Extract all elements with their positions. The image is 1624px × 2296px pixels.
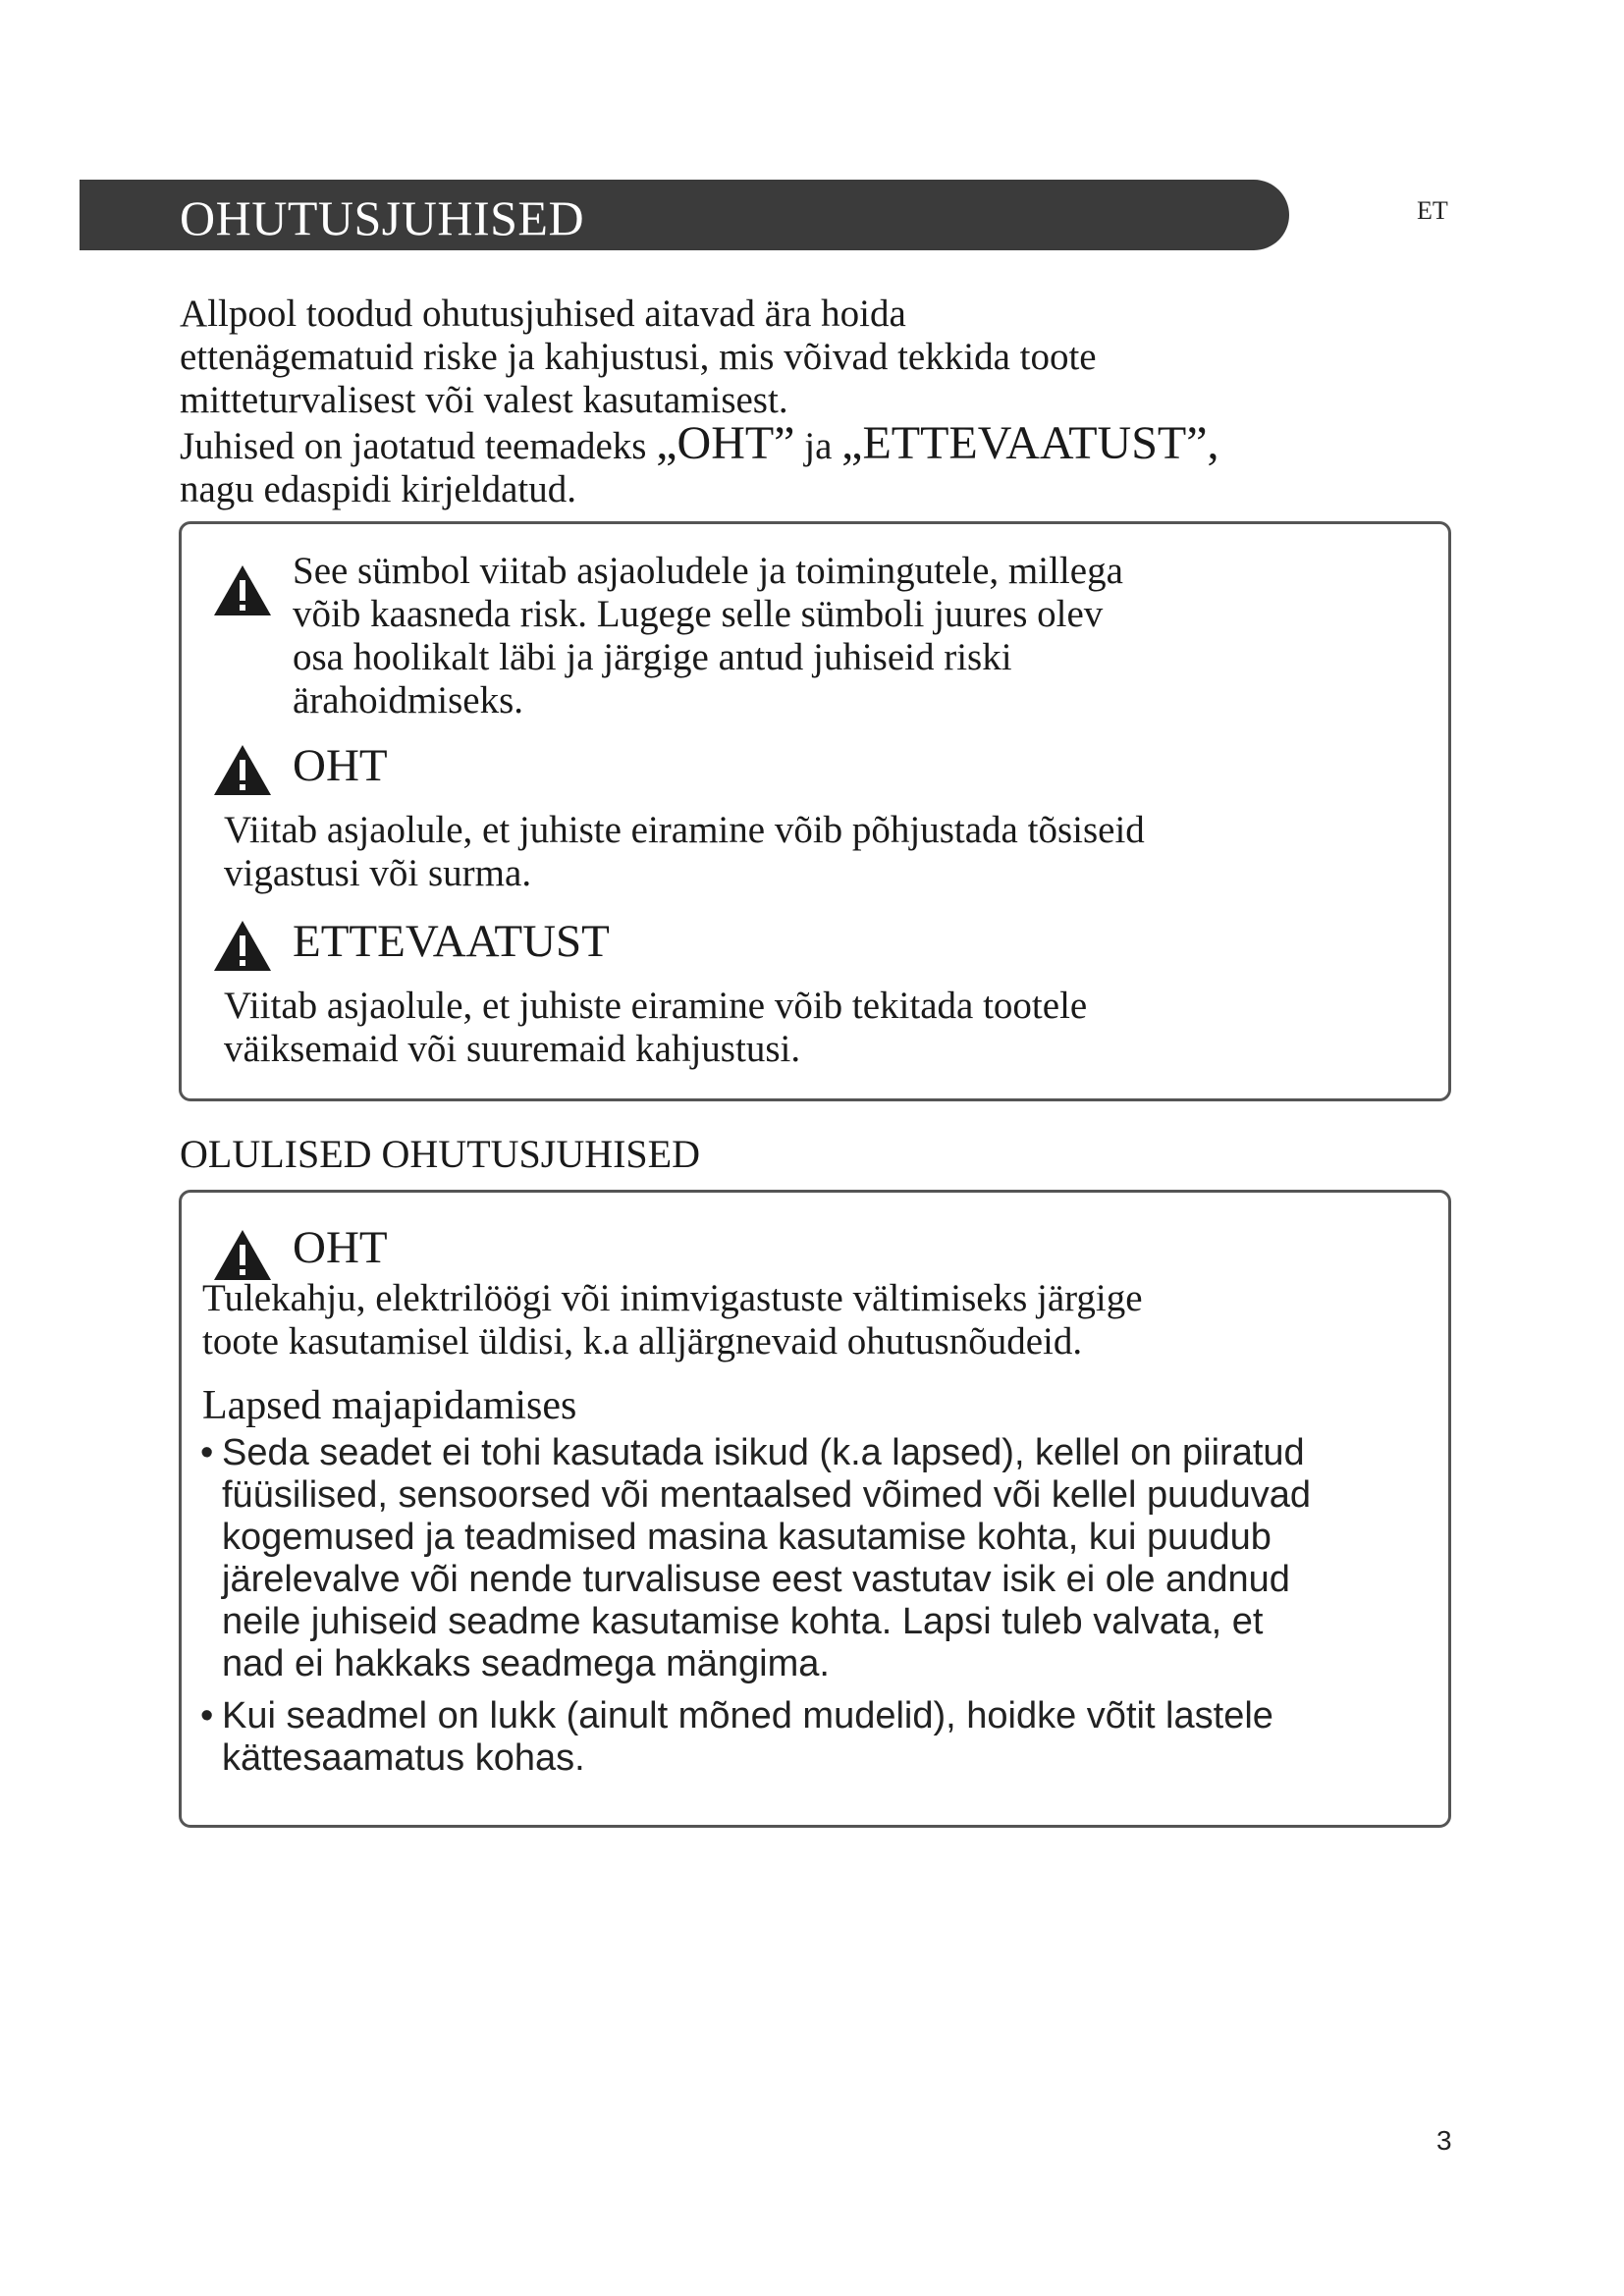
warning-triangle-icon	[212, 919, 273, 973]
intro-line: mitteturvalisest või valest kasutamisest.	[180, 379, 788, 421]
bullet-line: füüsilised, sensoorsed või mentaalsed võimed või kellel puuduvad	[222, 1474, 1311, 1516]
intro-paragraph	[180, 293, 1358, 511]
caution-line: väiksemaid või suuremaid kahjustusi.	[224, 1028, 801, 1070]
bullet-marker: •	[200, 1695, 214, 1736]
warning-triangle-icon	[212, 743, 273, 797]
symbol-line: ärahoidmiseks.	[293, 679, 524, 721]
language-code: ET	[1417, 196, 1448, 225]
warning-triangle-icon	[212, 563, 273, 617]
symbol-explanation-box	[179, 521, 1451, 1101]
bullet-line: Seda seadet ei tohi kasutada isikud (k.a lapsed), kellel on piiratud	[222, 1432, 1305, 1473]
danger-line: vigastusi või surma.	[224, 852, 532, 894]
intro-line: nagu edaspidi kirjeldatud.	[180, 468, 576, 510]
list-item	[202, 1432, 1311, 1685]
intro-line: ettenägematuid riske ja kahjustusi, mis võivad tekkida toote	[180, 336, 1097, 378]
intro-caution-term: „ETTEVAATUST”,	[841, 417, 1219, 469]
page-title: OHUTUSJUHISED	[180, 190, 585, 245]
danger-heading: OHT	[293, 1222, 388, 1273]
caution-line: Viitab asjaolule, et juhiste eiramine võib tekitada tootele	[224, 985, 1088, 1027]
caution-heading: ETTEVAATUST	[293, 916, 610, 967]
bullet-line: kogemused ja teadmised masina kasutamise kohta, kui puudub	[222, 1517, 1272, 1558]
intro-text: Juhised on jaotatud teemadeks	[180, 425, 657, 467]
intro-line: Allpool toodud ohutusjuhised aitavad ära hoida	[180, 293, 906, 335]
list-item	[202, 1695, 1311, 1780]
bullet-marker: •	[200, 1432, 214, 1473]
bullet-line: neile juhiseid seadme kasutamise kohta. Lapsi tuleb valvata, et	[222, 1601, 1264, 1642]
danger-description	[202, 1277, 1143, 1363]
symbol-description	[293, 550, 1123, 722]
bullet-line: järelevalve või nende turvalisuse eest vastutav isik ei ole andnud	[222, 1559, 1290, 1600]
intro-line	[180, 417, 1358, 469]
danger-line: Viitab asjaolule, et juhiste eiramine võib põhjustada tõsiseid	[224, 809, 1145, 851]
intro-danger-term: „OHT”	[656, 417, 795, 469]
danger-description	[224, 809, 1145, 895]
danger-line: toote kasutamisel üldisi, k.a alljärgnevaid ohutusnõudeid.	[202, 1320, 1083, 1362]
warning-triangle-icon	[212, 1228, 273, 1282]
bullet-line: Kui seadmel on lukk (ainult mõned mudelid), hoidke võtit lastele	[222, 1695, 1273, 1736]
page-number: 3	[1436, 2125, 1452, 2156]
symbol-line: osa hoolikalt läbi ja järgige antud juhiseid riski	[293, 636, 1012, 678]
caution-description	[224, 985, 1087, 1071]
subheading: Lapsed majapidamises	[202, 1383, 577, 1428]
symbol-line: võib kaasneda risk. Lugege selle sümboli juures olev	[293, 593, 1104, 635]
danger-line: Tulekahju, elektrilöögi või inimvigastuste vältimiseks järgige	[202, 1277, 1143, 1319]
section-title: OLULISED OHUTUSJUHISED	[180, 1132, 700, 1176]
bullet-list	[202, 1432, 1311, 1789]
bullet-line: nad ei hakkaks seadmega mängima.	[222, 1643, 830, 1684]
intro-text: ja	[794, 425, 842, 467]
danger-heading: OHT	[293, 740, 388, 791]
symbol-line: See sümbol viitab asjaoludele ja toimingutele, millega	[293, 550, 1123, 592]
bullet-line: kättesaamatus kohas.	[222, 1737, 585, 1779]
